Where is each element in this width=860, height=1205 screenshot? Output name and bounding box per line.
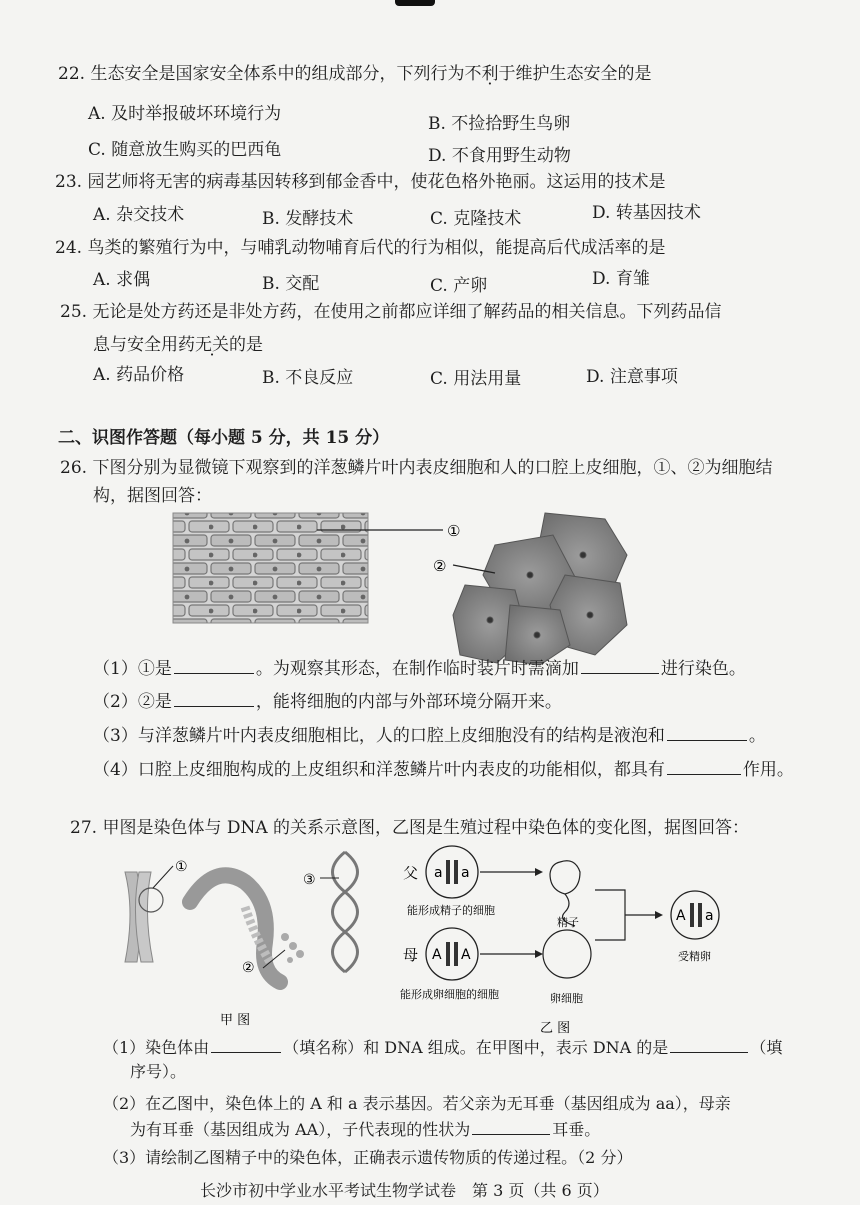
q25-option-b: B. 不良反应	[262, 368, 354, 388]
father-gene-right: a	[461, 865, 470, 881]
mother-gene-right: A	[461, 947, 471, 963]
q24-option-c: C. 产卵	[430, 276, 488, 296]
q23-option-d: D. 转基因技术	[592, 203, 701, 223]
q25-option-c: C. 用法用量	[430, 369, 522, 389]
answer-blank[interactable]	[472, 1118, 550, 1135]
answer-blank[interactable]	[581, 657, 659, 674]
q25-stem-line1: 25. 无论是处方药还是非处方药，在使用之前都应详细了解药品的相关信息。下列药品信	[60, 302, 722, 322]
q26-label-2: ②	[433, 557, 447, 575]
q24-option-a: A. 求偶	[93, 270, 151, 290]
q26-stem-line1: 26. 下图分别为显微镜下观察到的洋葱鳞片叶内表皮细胞和人的口腔上皮细胞，①、②为细胞结	[60, 458, 773, 478]
q27-part-2-line1: （2）在乙图中，染色体上的 A 和 a 表示基因。若父亲为无耳垂（基因组成为 aa），母亲	[103, 1094, 731, 1113]
coiled-fiber	[190, 875, 280, 982]
mother-gene-left: A	[432, 947, 442, 963]
answer-blank[interactable]	[211, 1036, 281, 1053]
q24-stem: 24. 鸟类的繁殖行为中，与哺乳动物哺育后代的行为相似，能提高后代成活率的是	[55, 238, 666, 258]
answer-blank[interactable]	[174, 657, 254, 674]
q22-stem: 22. 生态安全是国家安全体系中的组成部分，下列行为不利于维护生态安全的是	[58, 64, 652, 84]
page-footer: 长沙市初中学业水平考试生物学试卷 第 3 页（共 6 页）	[200, 1181, 609, 1200]
q27-part-3: （3）请绘制乙图精子中的染色体，正确表示遗传物质的传递过程。（2 分）	[103, 1148, 633, 1167]
q24-option-d: D. 育雏	[592, 269, 650, 289]
mother-cell-label: 能形成卵细胞的细胞	[400, 988, 499, 1001]
q27-part-1: （1）染色体由 （填名称）和 DNA 组成。在甲图中，表示 DNA 的是 （填	[103, 1038, 783, 1057]
q24-option-b: B. 交配	[262, 274, 320, 294]
q26-part-1: （1）①是 。为观察其形态，在制作临时装片时需滴加 进行染色。	[93, 659, 746, 679]
q22-option-d: D. 不食用野生动物	[428, 146, 571, 166]
egg-label: 卵细胞	[550, 992, 583, 1005]
q25-option-a: A. 药品价格	[93, 365, 185, 385]
q27-caption-jia: 甲 图	[220, 1013, 251, 1028]
q26-figure	[165, 505, 635, 670]
answer-blank[interactable]	[670, 1036, 748, 1053]
q27-figure	[95, 842, 735, 1037]
sperm-head	[550, 861, 580, 894]
q27-part-2-line2: 为有耳垂（基因组成为 AA），子代表现的性状为 耳垂。	[130, 1120, 601, 1139]
q26-stem-line2: 构，据图回答：	[93, 486, 212, 506]
dna-helix	[333, 852, 358, 972]
top-binding-mark	[395, 0, 435, 6]
q26-label-1: ①	[447, 522, 461, 540]
q27-part-1-cont: 序号）。	[130, 1062, 187, 1081]
father-cell-label: 能形成精子的细胞	[407, 904, 495, 917]
zygote-label: 受精卵	[678, 950, 711, 963]
fusion-bracket	[595, 890, 655, 940]
answer-blank[interactable]	[667, 724, 747, 741]
q23-stem: 23. 园艺师将无害的病毒基因转移到郁金香中，使花色格外艳丽。这运用的技术是	[55, 172, 666, 192]
q23-option-b: B. 发酵技术	[262, 209, 354, 229]
mother-label: 母	[403, 946, 419, 964]
zygote-gene-left: A	[676, 908, 686, 924]
q27-label-1: ①	[175, 859, 188, 875]
q25-option-d: D. 注意事项	[586, 367, 678, 387]
section-2-heading: 二、识图作答题（每小题 5 分，共 15 分）	[58, 428, 390, 448]
answer-blank[interactable]	[667, 758, 741, 775]
q26-part-2: （2）②是 ，能将细胞的内部与外部环境分隔开来。	[93, 692, 562, 712]
q26-part-4: （4）口腔上皮细胞构成的上皮组织和洋葱鳞片叶内表皮的功能相似，都具有 作用。	[93, 760, 794, 780]
q22-option-c: C. 随意放生购买的巴西龟	[88, 140, 282, 160]
chromosome-diagram	[125, 852, 358, 1028]
q27-label-3: ③	[303, 872, 316, 888]
q23-option-c: C. 克隆技术	[430, 209, 522, 229]
q27-label-2: ②	[242, 960, 255, 976]
q27-stem: 27. 甲图是染色体与 DNA 的关系示意图，乙图是生殖过程中染色体的变化图，据图回答：	[70, 818, 750, 838]
answer-blank[interactable]	[174, 690, 254, 707]
father-gene-left: a	[434, 865, 443, 881]
cheek-cells-image	[453, 513, 627, 665]
q25-emphasis: 无关	[195, 335, 229, 355]
q26-part-3: （3）与洋葱鳞片叶内表皮细胞相比，人的口腔上皮细胞没有的结构是液泡和 。	[93, 726, 766, 746]
q23-option-a: A. 杂交技术	[93, 205, 185, 225]
q22-emphasis: 不利于	[464, 64, 516, 84]
reproduction-diagram	[400, 846, 719, 1036]
q25-stem-line2: 息与安全用药无关的是	[93, 335, 263, 355]
q27-caption-yi: 乙 图	[540, 1021, 571, 1036]
q22-option-b: B. 不捡拾野生鸟卵	[428, 114, 571, 134]
father-label: 父	[403, 864, 419, 882]
q22-option-a: A. 及时举报破坏环境行为	[88, 104, 282, 124]
egg-cell	[543, 930, 591, 978]
sperm-label: 精子	[557, 916, 579, 929]
zygote-gene-right: a	[705, 908, 714, 924]
